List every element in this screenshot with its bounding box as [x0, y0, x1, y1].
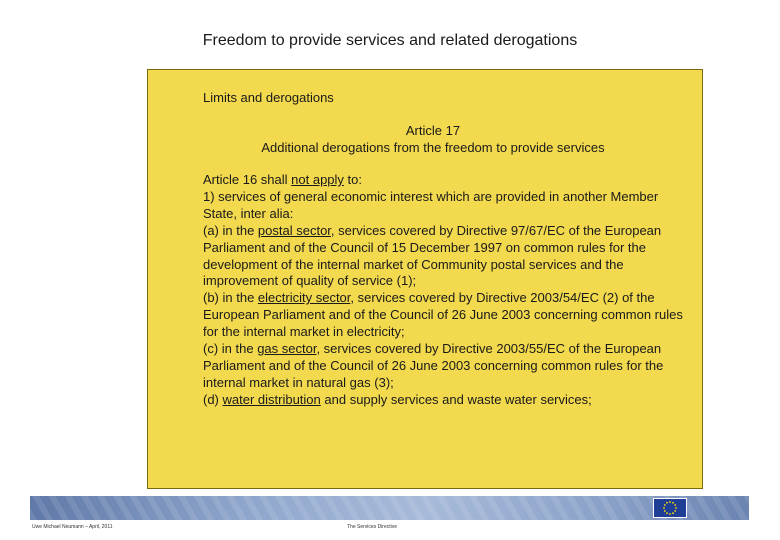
text-run: , services covered by Directive 2003/55/EC of the European Parliament and of the Council of 26 June 2003 concerning common rules for the internal market in natural gas (3);	[203, 341, 664, 390]
underlined-term: electricity sector	[257, 290, 351, 306]
body-paragraph-intro	[203, 172, 693, 189]
body-paragraph-b	[203, 290, 693, 341]
text-run: , services covered by Directive 2003/54/EC (2) of the European Parliament and of the Council of 26 June 2003 concerning common rules for the internal market in electricity;	[203, 290, 683, 340]
underlined-term: water distribution	[222, 391, 321, 407]
eu-star-icon	[672, 502, 674, 504]
body-paragraph-1: 1) services of general economic interest which are provided in another Member State, inter alia:	[203, 188, 659, 221]
footer-title: The Services Directive	[347, 524, 398, 530]
eu-star-icon	[675, 507, 677, 509]
eu-flag-icon	[653, 498, 687, 518]
eu-star-icon	[669, 513, 671, 515]
body-paragraph-a	[203, 223, 693, 291]
eu-star-icon	[666, 502, 668, 504]
text-run: Article 16 shall	[203, 172, 292, 187]
text-run: and supply services and waste water services;	[320, 391, 592, 407]
text-run: , services covered by Directive 97/67/EC of the European Parliament and of the Council of 15 December 1997 on common rules for the development of the internal market of Community postal services and the improvement of quality of service (1);	[203, 222, 662, 289]
footer-pattern	[30, 496, 749, 520]
underlined-term: not apply	[291, 172, 344, 187]
article-heading	[148, 122, 718, 156]
eu-star-icon	[664, 510, 666, 512]
content-box	[147, 69, 703, 489]
footer-author: Uwe Michael Neumann – April, 2011	[32, 524, 113, 530]
article-number: Article 17	[405, 123, 461, 138]
text-run: (d)	[203, 391, 223, 407]
body-paragraph-d	[203, 392, 693, 409]
eu-star-icon	[663, 507, 665, 509]
article-body	[203, 172, 693, 409]
text-run: (a) in the	[203, 222, 258, 238]
section-heading: Limits and derogations	[203, 90, 334, 105]
eu-star-icon	[669, 501, 671, 503]
footer-band	[30, 496, 749, 520]
article-title: Additional derogations from the freedom to provide services	[261, 140, 605, 155]
eu-star-icon	[666, 512, 668, 514]
text-run: to:	[343, 172, 362, 187]
body-paragraph-c	[203, 341, 693, 392]
text-run: (c) in the	[203, 341, 258, 357]
eu-star-icon	[672, 512, 674, 514]
underlined-term: gas sector	[257, 341, 317, 357]
eu-star-icon	[674, 504, 676, 506]
eu-star-icon	[664, 504, 666, 506]
text-run: (b) in the	[203, 290, 258, 306]
slide-title: Freedom to provide services and related derogations	[202, 32, 578, 49]
eu-star-icon	[674, 510, 676, 512]
underlined-term: postal sector	[257, 222, 331, 238]
eu-stars	[654, 499, 686, 517]
